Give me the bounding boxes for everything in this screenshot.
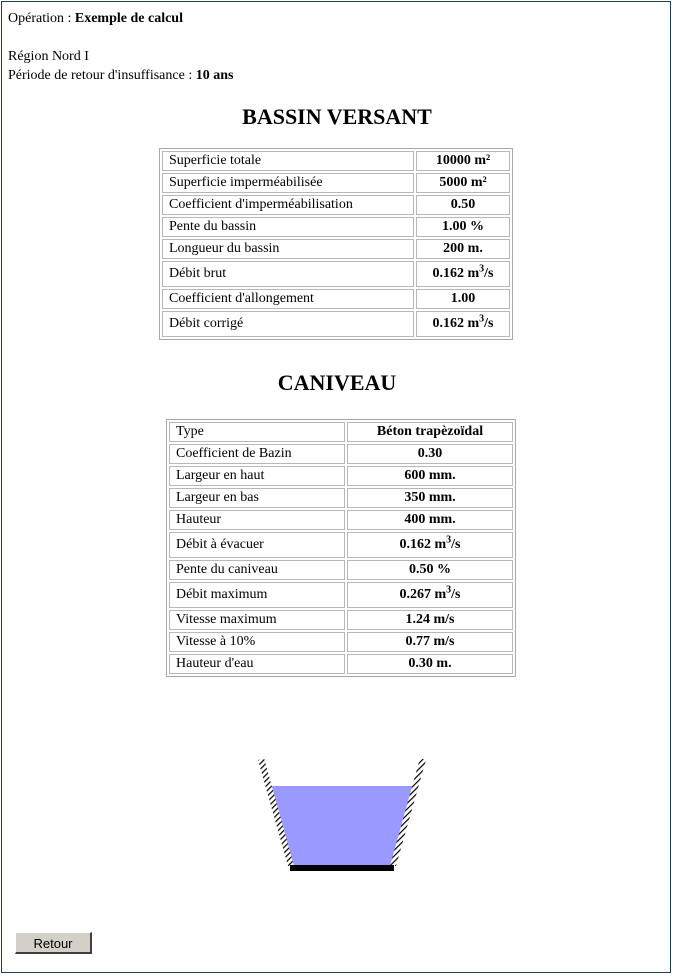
bassin-row bbox=[162, 311, 510, 337]
caniveau-title: CANIVEAU bbox=[277, 370, 397, 395]
bassin-row-label: Coefficient d'imperméabilisation bbox=[162, 195, 414, 215]
caniveau-row bbox=[169, 532, 513, 558]
bassin-row-label: Superficie totale bbox=[162, 151, 414, 171]
bassin-row bbox=[162, 261, 510, 287]
bassin-row-label: Pente du bassin bbox=[162, 217, 414, 237]
caniveau-row bbox=[169, 510, 513, 530]
caniveau-row-label: Largeur en haut bbox=[169, 466, 345, 486]
bassin-row bbox=[162, 195, 510, 215]
caniveau-table bbox=[166, 419, 516, 677]
caniveau-row-value: 0.50 % bbox=[347, 560, 513, 580]
periode-label: Période de retour d'insuffisance : bbox=[8, 68, 196, 83]
caniveau-row bbox=[169, 610, 513, 630]
caniveau-row bbox=[169, 632, 513, 652]
caniveau-row-value: 0.267 $m^3/s$ bbox=[347, 582, 513, 608]
caniveau-row-value: 0.162 $m^3/s$ bbox=[347, 532, 513, 558]
caniveau-row-label: Hauteur d'eau bbox=[169, 654, 345, 674]
caniveau-row bbox=[169, 654, 513, 674]
bassin-row bbox=[162, 289, 510, 309]
caniveau-row-label: Coefficient de Bazin bbox=[169, 444, 345, 464]
caniveau-row bbox=[169, 488, 513, 508]
caniveau-row bbox=[169, 560, 513, 580]
bassin-row-value: 0.50 bbox=[416, 195, 510, 215]
bassin-row-value: 5000 m² bbox=[416, 173, 510, 193]
caniveau-row-label: Débit maximum bbox=[169, 582, 345, 608]
bassin-row bbox=[162, 217, 510, 237]
caniveau-row-value: 0.30 bbox=[347, 444, 513, 464]
caniveau-row-label: Débit à évacuer bbox=[169, 532, 345, 558]
bassin-row-value: 0.162 $m^3/s$ bbox=[416, 311, 510, 337]
caniveau-row bbox=[169, 582, 513, 608]
channel-floor bbox=[290, 865, 394, 871]
bassin-row-value: 1.00 % bbox=[416, 217, 510, 237]
caniveau-row-label: Hauteur bbox=[169, 510, 345, 530]
operation-line bbox=[8, 10, 183, 28]
page-frame bbox=[1, 1, 671, 973]
bassin-row-label: Coefficient d'allongement bbox=[162, 289, 414, 309]
bassin-row-value: 10000 m² bbox=[416, 151, 510, 171]
caniveau-row bbox=[169, 422, 513, 442]
caniveau-row-value: 350 mm. bbox=[347, 488, 513, 508]
caniveau-row-value: Béton trapèzoïdal bbox=[347, 422, 513, 442]
retour-button[interactable]: Retour bbox=[15, 932, 92, 954]
bassin-row-label: Superficie imperméabilisée bbox=[162, 173, 414, 193]
caniveau-row-label: Vitesse maximum bbox=[169, 610, 345, 630]
bassin-row-value: 200 m. bbox=[416, 239, 510, 259]
bassin-row-label: Débit corrigé bbox=[162, 311, 414, 337]
caniveau-row-label: Type bbox=[169, 422, 345, 442]
bassin-row-label: Longueur du bassin bbox=[162, 239, 414, 259]
bassin-row-value: 0.162 $m^3/s$ bbox=[416, 261, 510, 287]
caniveau-row bbox=[169, 466, 513, 486]
caniveau-row-value: 0.30 m. bbox=[347, 654, 513, 674]
caniveau-row-value: 1.24 m/s bbox=[347, 610, 513, 630]
caniveau-row-label: Vitesse à 10% bbox=[169, 632, 345, 652]
region-line: Région Nord I bbox=[8, 49, 89, 64]
bassin-row bbox=[162, 173, 510, 193]
caniveau-row-value: 400 mm. bbox=[347, 510, 513, 530]
periode-value: 10 ans bbox=[195, 68, 234, 83]
operation-label: Opération : bbox=[8, 11, 75, 26]
bassin-row bbox=[162, 239, 510, 259]
operation-value: Exemple de calcul bbox=[74, 11, 183, 26]
bassin-row bbox=[162, 151, 510, 171]
caniveau-row-label: Pente du caniveau bbox=[169, 560, 345, 580]
caniveau-row-value: 0.77 m/s bbox=[347, 632, 513, 652]
bassin-row-value: 1.00 bbox=[416, 289, 510, 309]
caniveau-row-label: Largeur en bas bbox=[169, 488, 345, 508]
caniveau-cross-section bbox=[252, 754, 432, 876]
periode-line bbox=[8, 67, 233, 85]
caniveau-row-value: 600 mm. bbox=[347, 466, 513, 486]
bassin-table bbox=[159, 148, 513, 340]
bassin-title: BASSIN VERSANT bbox=[242, 104, 432, 129]
bassin-row-label: Débit brut bbox=[162, 261, 414, 287]
caniveau-row bbox=[169, 444, 513, 464]
